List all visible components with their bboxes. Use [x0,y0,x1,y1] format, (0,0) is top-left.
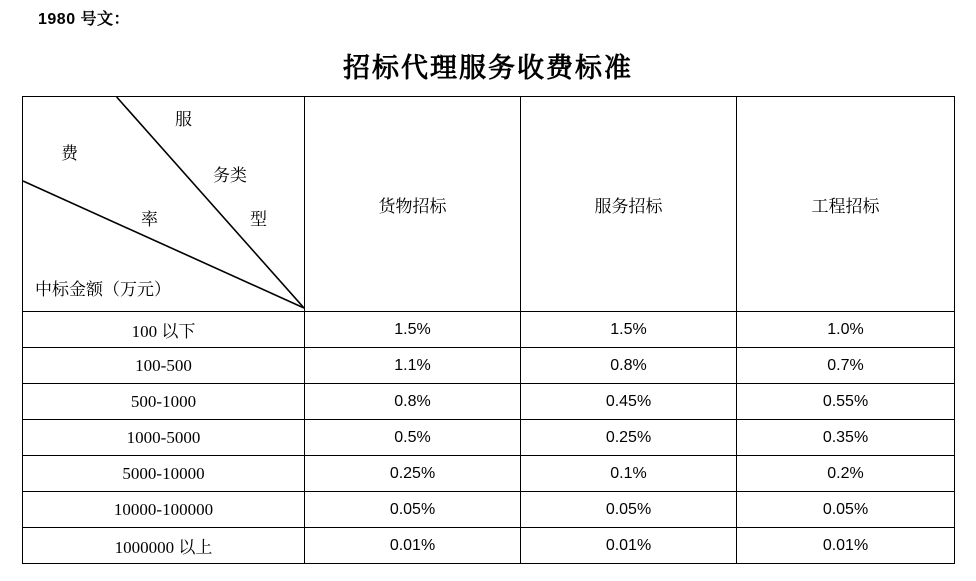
row-goods-rate: 0.5% [305,420,521,456]
header-type-label-2: 型 [250,210,267,229]
column-header-service: 服务招标 [521,97,737,312]
row-goods-rate: 1.5% [305,312,521,348]
column-header-project: 工程招标 [737,97,955,312]
table-row [23,312,955,348]
row-project-rate: 0.2% [737,456,955,492]
row-service-rate: 0.05% [521,492,737,528]
row-range: 5000-10000 [23,456,305,492]
column-header-goods: 货物招标 [305,97,521,312]
row-project-rate: 0.7% [737,348,955,384]
table-row [23,384,955,420]
row-goods-rate: 0.8% [305,384,521,420]
row-goods-rate: 1.1% [305,348,521,384]
row-project-rate: 1.0% [737,312,955,348]
row-service-rate: 0.01% [521,528,737,564]
fee-table-container [22,96,954,564]
row-range: 100-500 [23,348,305,384]
table-row [23,420,955,456]
table-row [23,528,955,564]
row-service-rate: 1.5% [521,312,737,348]
row-service-rate: 0.25% [521,420,737,456]
row-project-rate: 0.01% [737,528,955,564]
row-project-rate: 0.05% [737,492,955,528]
header-type-label: 类 [230,166,247,185]
row-service-rate: 0.1% [521,456,737,492]
table-row [23,348,955,384]
row-range: 100 以下 [23,312,305,348]
header-amount-label: 中标金额（万元） [35,280,171,299]
row-range: 500-1000 [23,384,305,420]
header-service-label: 服 [175,110,192,129]
row-goods-rate: 0.01% [305,528,521,564]
row-range: 10000-100000 [23,492,305,528]
row-project-rate: 0.35% [737,420,955,456]
table-row [23,456,955,492]
row-service-rate: 0.45% [521,384,737,420]
fee-table [22,96,955,564]
row-service-rate: 0.8% [521,348,737,384]
row-goods-rate: 0.05% [305,492,521,528]
document-note: 1980 号文： [38,11,131,28]
header-fee-label: 费 [61,144,78,163]
header-rate-label: 率 [141,210,158,229]
header-service-label-2: 务 [213,166,230,185]
row-project-rate: 0.55% [737,384,955,420]
row-goods-rate: 0.25% [305,456,521,492]
row-range: 1000000 以上 [23,528,305,564]
table-row [23,492,955,528]
page-title: 招标代理服务收费标准 [343,53,633,84]
row-range: 1000-5000 [23,420,305,456]
header-corner-cell [23,97,305,312]
table-header-row [23,97,955,312]
